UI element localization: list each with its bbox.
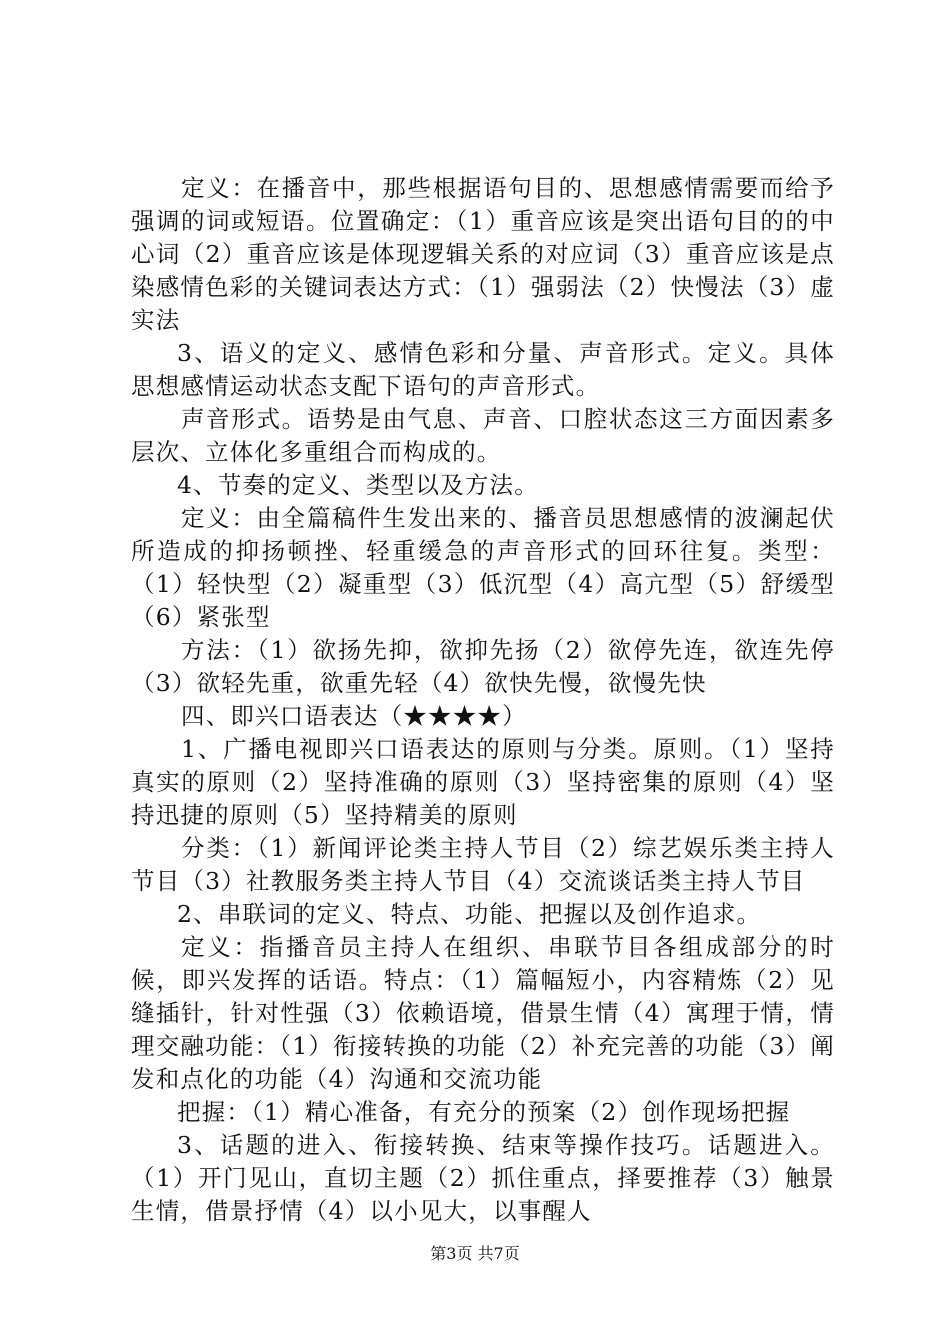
paragraph-linking-words-definition: 定义：指播音员主持人在组织、串联节目各组成部分的时候，即兴发挥的话语。特点：（1）篇幅短小，内容精炼（2）见缝插针，针对性强（3）依赖语境，借景生情（4）寓理于情，情理交融功能：（1）衔接转换的功能（2）补充完善的功能（3）阐发和点化的功能（4）沟通和交流功能: [131, 933, 835, 1093]
paragraph-linking-words-heading: 2、串联词的定义、特点、功能、把握以及创作追求。: [177, 900, 762, 928]
paragraph-rhythm-definition: 定义：由全篇稿件生发出来的、播音员思想感情的波澜起伏所造成的抑扬顿挫、轻重缓急的声音形式的回环往复。类型：（1）轻快型（2）凝重型（3）低沉型（4）高亢型（5）舒缓型（6）紧张型: [131, 504, 835, 631]
paragraph-sound-form: 声音形式。语势是由气息、声音、口腔状态这三方面因素多层次、立体化多重组合而构成的。: [131, 405, 835, 466]
paragraph-topic-techniques: 3、话题的进入、衔接转换、结束等操作技巧。话题进入。（1）开门见山，直切主题（2）抓住重点，择要推荐（3）触景生情，借景抒情（4）以小见大，以事醒人: [131, 1131, 835, 1225]
document-body: [131, 172, 835, 1228]
paragraph-semantics-heading: 3、语义的定义、感情色彩和分量、声音形式。定义。具体思想感情运动状态支配下语句的声音形式。: [131, 339, 835, 400]
paragraph-principles: 1、广播电视即兴口语表达的原则与分类。原则。（1）坚持真实的原则（2）坚持准确的原则（3）坚持密集的原则（4）坚持迅捷的原则（5）坚持精美的原则: [131, 735, 835, 829]
paragraph-categories: 分类：（1）新闻评论类主持人节目（2）综艺娱乐类主持人节目（3）社教服务类主持人节目（4）交流谈话类主持人节目: [131, 834, 835, 895]
paragraph-rhythm-heading: 4、节奏的定义、类型以及方法。: [177, 471, 539, 499]
paragraph-grasp: 把握：（1）精心准备，有充分的预案（2）创作现场把握: [177, 1098, 791, 1126]
page-number-footer: 第3页 共7页: [430, 1244, 520, 1263]
section-heading-impromptu: 四、即兴口语表达（★★★★）: [181, 702, 527, 730]
paragraph-stress-definition: 定义：在播音中，那些根据语句目的、思想感情需要而给予强调的词或短语。位置确定：（1）重音应该是突出语句目的的中心词（2）重音应该是体现逻辑关系的对应词（3）重音应该是点染感情色彩的关键词表达方式：（1）强弱法（2）快慢法（3）虚实法: [131, 174, 835, 334]
paragraph-rhythm-methods: 方法：（1）欲扬先抑，欲抑先扬（2）欲停先连，欲连先停（3）欲轻先重，欲重先轻（4）欲快先慢，欲慢先快: [131, 636, 835, 697]
